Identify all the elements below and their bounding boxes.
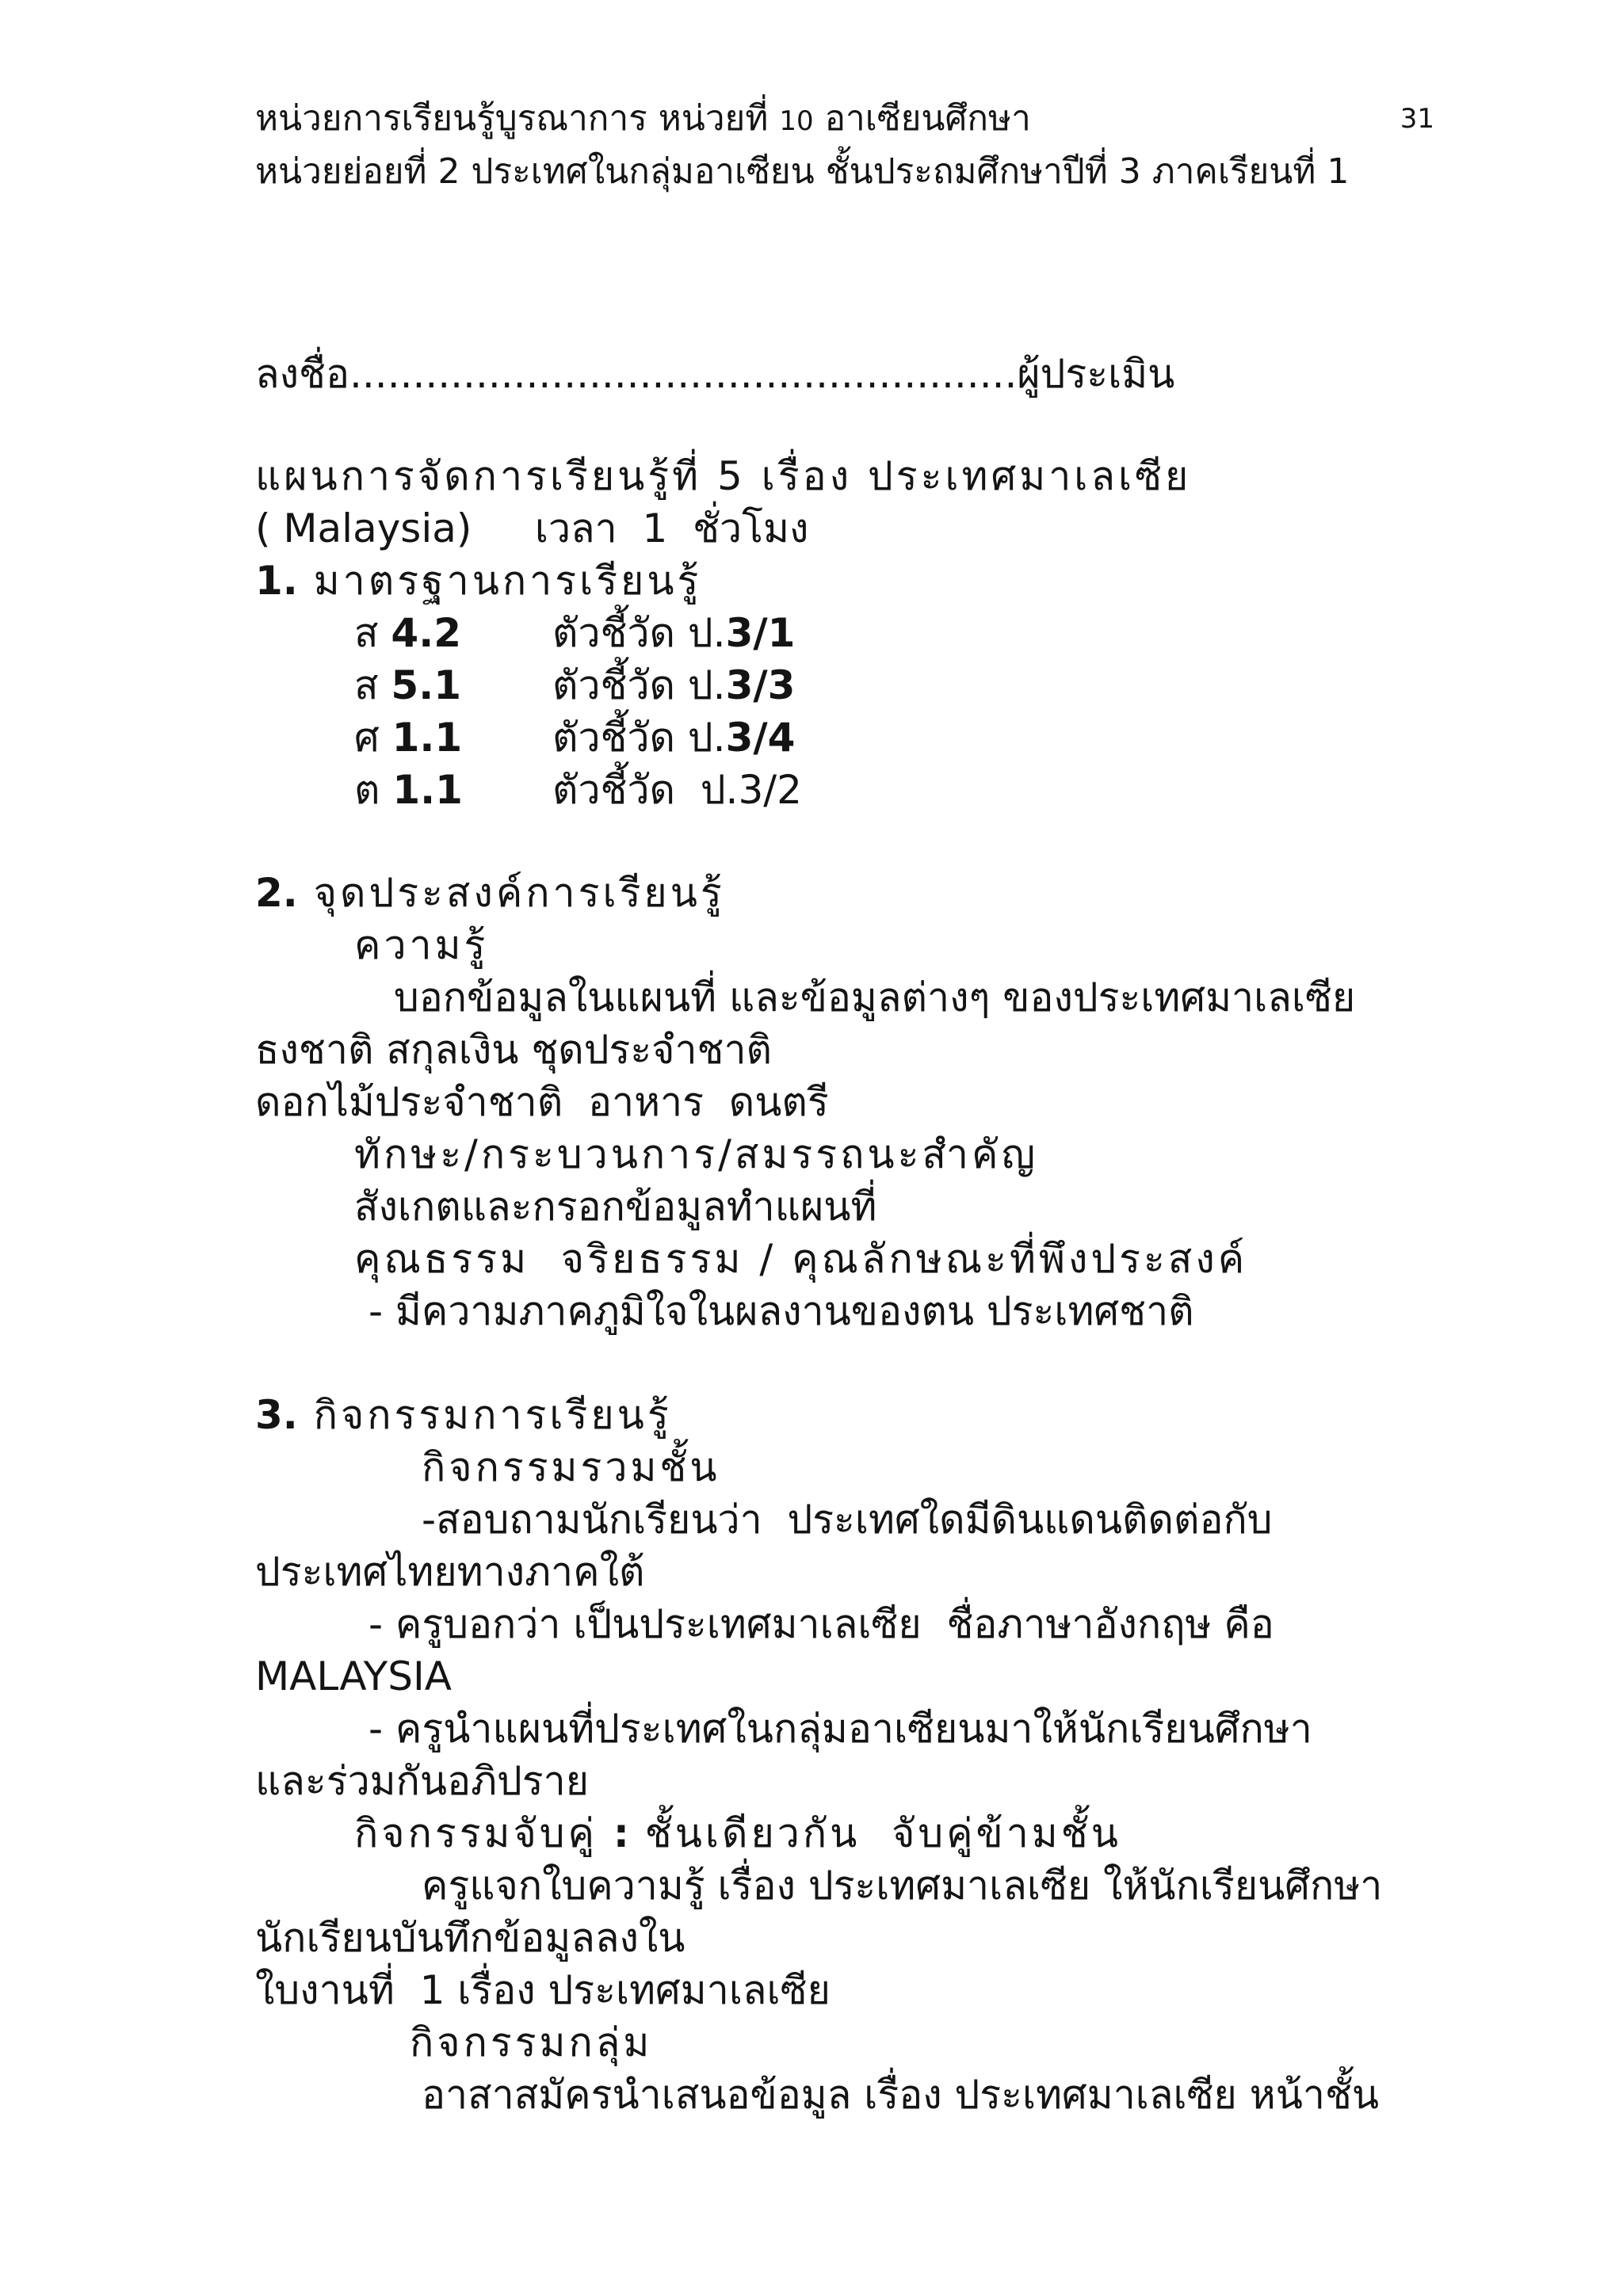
section1-heading-text: มาตรฐานการเรียนรู้ xyxy=(297,558,702,604)
indicator-label: ตัวชี้วัด ป. xyxy=(552,662,726,708)
knowledge-text: บอกข้อมูลในแผนที่ และข้อมูลต่างๆ ของประเทศมาเลเซีย xyxy=(394,974,1356,1020)
plan-subtitle: ( Malaysia) เวลา 1 ชั่วโมง xyxy=(255,505,809,551)
skills-text: สังเกตและกรอกข้อมูลทำแผนที่ xyxy=(354,1184,877,1230)
plan-title-text: แผนการจัดการเรียนรู้ที่ 5 เรื่อง ประเทศมาเลเซีย xyxy=(255,453,1192,499)
standard-code: 5.1 xyxy=(391,662,461,708)
header-unit-text-b: อาเซียนศึกษา xyxy=(813,98,1031,139)
pair-activity-heading xyxy=(354,1810,1121,1856)
standard-indicator xyxy=(552,610,796,656)
standard-code: 1.1 xyxy=(392,767,463,813)
pair-heading-text: ชั้นเดียวกัน จับคู่ข้ามชั้น xyxy=(628,1810,1121,1856)
indicator-code: 3/4 xyxy=(725,715,796,761)
knowledge-heading: ความรู้ xyxy=(354,922,489,968)
header-unit-line xyxy=(255,98,1031,139)
pair-heading-colon: : xyxy=(613,1810,629,1856)
section1-number: 1. xyxy=(255,558,298,604)
indicator-label: ตัวชี้วัด ป. xyxy=(552,610,726,656)
page-number: 31 xyxy=(1400,103,1434,135)
section3-heading xyxy=(255,1392,672,1438)
standard-row xyxy=(354,610,461,656)
standard-code: 4.2 xyxy=(391,610,461,656)
section3-heading-text: กิจกรรมการเรียนรู้ xyxy=(297,1392,672,1438)
activity-text: - ครูบอกว่า เป็นประเทศมาเลเซีย ชื่อภาษาอังกฤษ คือ xyxy=(369,1601,1274,1647)
activity-text: -สอบถามนักเรียนว่า ประเทศใดมีดินแดนติดต่อกับ xyxy=(422,1497,1273,1543)
indicator-label: ตัวชี้วัด ป.3/2 xyxy=(552,767,802,813)
whole-class-heading: กิจกรรมรวมชั้น xyxy=(422,1444,720,1490)
skills-heading: ทักษะ/กระบวนการ/สมรรถนะสำคัญ xyxy=(354,1131,1039,1177)
ethics-text: - มีความภาคภูมิใจในผลงานของตน ประเทศชาติ xyxy=(369,1288,1194,1334)
section2-heading xyxy=(255,870,725,916)
standard-subject: ต xyxy=(354,767,393,813)
standard-subject: ส xyxy=(354,662,391,708)
indicator-code: 3/1 xyxy=(725,610,796,656)
standard-row xyxy=(354,662,461,708)
standard-row xyxy=(354,715,463,761)
indicator-code: 3/3 xyxy=(725,662,796,708)
indicator-label: ตัวชี้วัด ป. xyxy=(552,715,726,761)
standard-row xyxy=(354,767,463,813)
standard-indicator xyxy=(552,662,796,708)
section1-heading xyxy=(255,558,702,604)
section2-number: 2. xyxy=(255,870,298,916)
header-subunit-line: หน่วยย่อยที่ 2 ประเทศในกลุ่มอาเซียน ชั้นประถมศึกษาปีที่ 3 ภาคเรียนที่ 1 xyxy=(255,151,1350,192)
activity-text: นักเรียนบันทึกข้อมูลลงใน xyxy=(255,1915,685,1961)
header-unit-text-a: หน่วยการเรียนรู้บูรณาการ หน่วยที่ xyxy=(255,98,780,139)
standard-indicator xyxy=(552,715,796,761)
activity-text: MALAYSIA xyxy=(255,1653,452,1699)
knowledge-text: ธงชาติ สกุลเงิน ชุดประจำชาติ xyxy=(255,1027,773,1073)
activity-text: ประเทศไทยทางภาคใต้ xyxy=(255,1549,645,1595)
section3-number: 3. xyxy=(255,1392,298,1438)
standard-code: 1.1 xyxy=(391,715,463,761)
activity-text: อาสาสมัครนำเสนอข้อมูล เรื่อง ประเทศมาเลเซีย หน้าชั้น xyxy=(422,2072,1380,2118)
section2-heading-text: จุดประสงค์การเรียนรู้ xyxy=(297,870,725,916)
pair-heading-text: กิจกรรมจับคู่ xyxy=(354,1810,613,1856)
activity-text: - ครูนำแผนที่ประเทศในกลุ่มอาเซียนมาให้นักเรียนศึกษา xyxy=(369,1706,1312,1752)
plan-title xyxy=(255,453,1192,499)
knowledge-text: ดอกไม้ประจำชาติ อาหาร ดนตรี xyxy=(255,1079,829,1125)
ethics-heading: คุณธรรม จริยธรรม / คุณลักษณะที่พึงประสงค์ xyxy=(354,1236,1248,1282)
header-unit-number: 10 xyxy=(779,105,814,137)
group-activity-heading: กิจกรรมกลุ่ม xyxy=(410,2019,653,2065)
signature-line: ลงชื่อ.....................................................ผู้ประเมิน xyxy=(255,351,1175,397)
standard-subject: ศ xyxy=(354,715,392,761)
activity-text: ครูแจกใบความรู้ เรื่อง ประเทศมาเลเซีย ให้นักเรียนศึกษา xyxy=(422,1863,1383,1909)
activity-text: ใบงานที่ 1 เรื่อง ประเทศมาเลเซีย xyxy=(255,1967,831,2013)
standard-indicator xyxy=(552,767,802,813)
standard-subject: ส xyxy=(354,610,391,656)
activity-text: และร่วมกันอภิปราย xyxy=(255,1758,590,1804)
